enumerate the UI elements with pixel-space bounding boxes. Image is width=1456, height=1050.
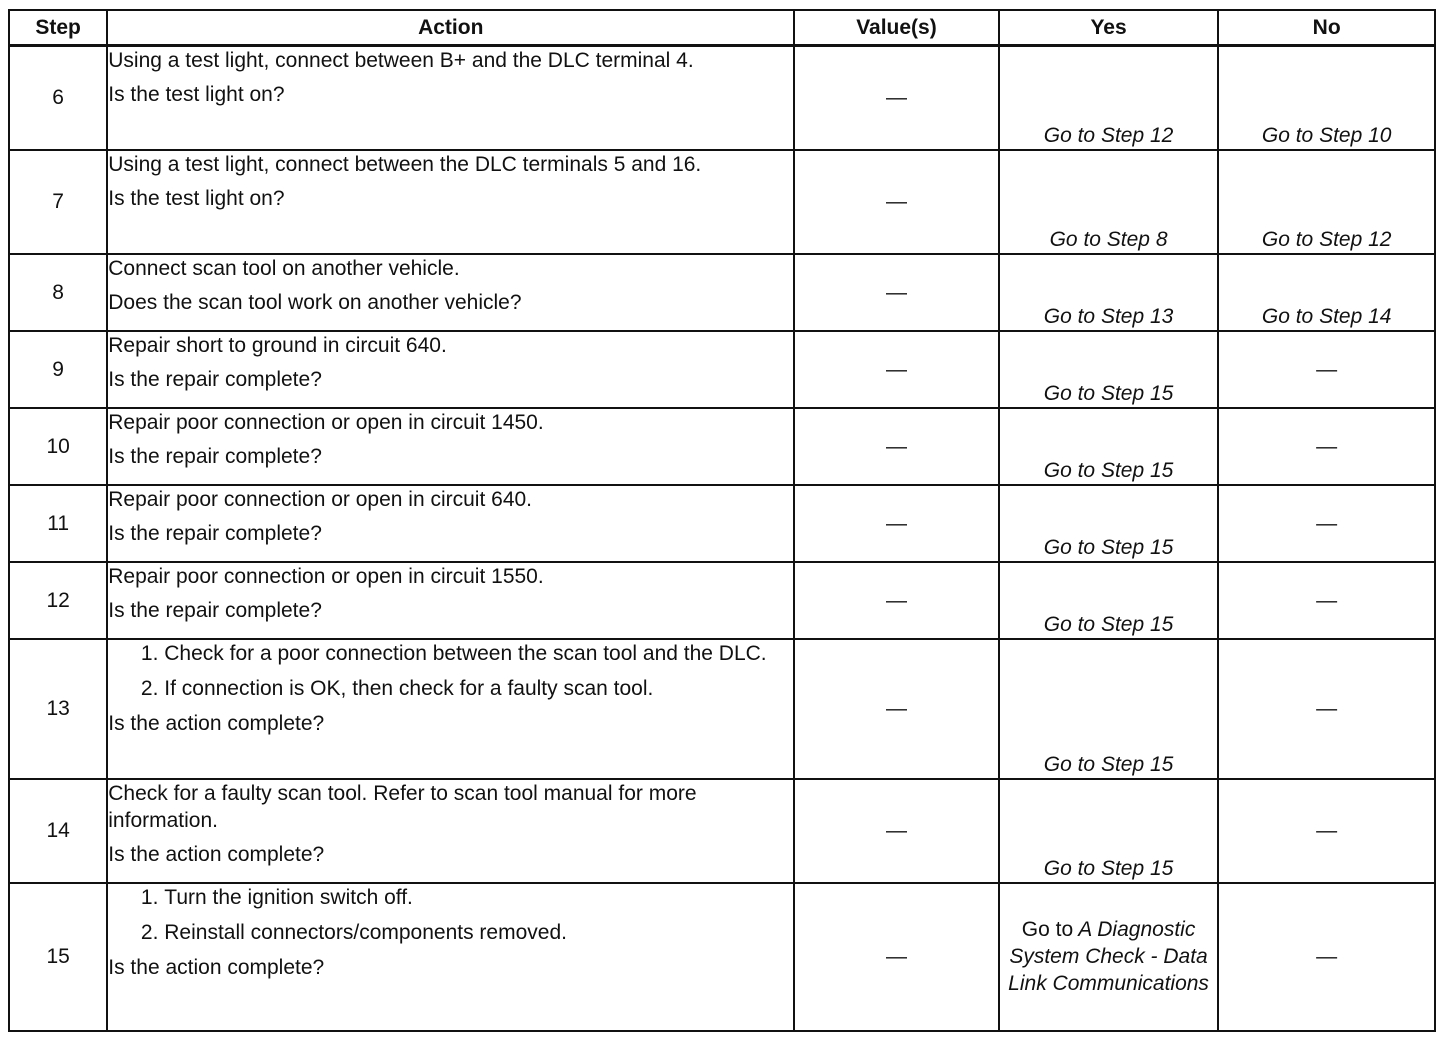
step-number: 13 xyxy=(9,639,107,779)
value-cell: — xyxy=(794,639,999,779)
step-number: 15 xyxy=(9,883,107,1031)
action-question: Is the test light on? xyxy=(108,83,285,106)
action-text: Check for a faulty scan tool. Refer to scan tool manual for more information. xyxy=(108,781,697,832)
step-number: 6 xyxy=(9,46,107,150)
step-number: 11 xyxy=(9,485,107,562)
value-cell: — xyxy=(794,254,999,331)
action-text: Repair poor connection or open in circuit 640. xyxy=(108,487,533,511)
yes-cell: Go to Step 15 xyxy=(999,779,1219,883)
action-cell xyxy=(107,562,794,639)
value-cell: — xyxy=(794,883,999,1031)
action-text: Repair short to ground in circuit 640. xyxy=(108,333,447,357)
header-yes: Yes xyxy=(999,10,1219,46)
table-row xyxy=(9,46,1435,150)
yes-cell: Go to Step 15 xyxy=(999,562,1219,639)
yes-cell: Go to Step 15 xyxy=(999,331,1219,408)
no-cell: — xyxy=(1218,562,1435,639)
table-row xyxy=(9,150,1435,254)
step-number: 9 xyxy=(9,331,107,408)
action-cell xyxy=(107,408,794,485)
action-cell xyxy=(107,485,794,562)
yes-go-to-target: A Diagnostic System Check - Data Link Communications xyxy=(1008,918,1209,995)
step-number: 7 xyxy=(9,150,107,254)
header-step: Step xyxy=(9,10,107,46)
value-cell: — xyxy=(794,408,999,485)
table-row xyxy=(9,485,1435,562)
yes-cell: Go to Step 15 xyxy=(999,485,1219,562)
step-number: 10 xyxy=(9,408,107,485)
action-question: Is the action complete? xyxy=(108,711,325,735)
yes-cell: Go to Step 12 xyxy=(999,46,1219,150)
action-question: Is the test light on? xyxy=(108,186,285,210)
diagnostic-table-page xyxy=(8,9,1436,1032)
no-cell: — xyxy=(1218,883,1435,1031)
action-question: Is the action complete? xyxy=(108,955,325,979)
action-cell xyxy=(107,46,794,150)
header-row xyxy=(9,10,1435,46)
header-action: Action xyxy=(107,10,794,46)
value-cell: — xyxy=(794,46,999,150)
action-question: Is the repair complete? xyxy=(108,598,322,622)
action-list-item: 1. Check for a poor connection between the scan tool and the DLC. xyxy=(164,640,793,667)
action-cell xyxy=(107,331,794,408)
table-row xyxy=(9,639,1435,779)
value-cell: — xyxy=(794,779,999,883)
yes-cell: Go to Step 8 xyxy=(999,150,1219,254)
header-values: Value(s) xyxy=(794,10,999,46)
yes-cell: Go to Step 15 xyxy=(999,408,1219,485)
table-row xyxy=(9,779,1435,883)
action-text: Using a test light, connect between B+ and the DLC terminal 4. xyxy=(108,49,694,72)
action-cell xyxy=(107,639,794,779)
action-step-list xyxy=(108,640,793,702)
action-question: Does the scan tool work on another vehicle? xyxy=(108,290,522,314)
step-number: 14 xyxy=(9,779,107,883)
action-list-item: 1. Turn the ignition switch off. xyxy=(164,884,793,911)
action-question: Is the action complete? xyxy=(108,842,325,866)
table-row xyxy=(9,883,1435,1031)
action-question: Is the repair complete? xyxy=(108,521,322,545)
no-cell: — xyxy=(1218,779,1435,883)
action-text: Using a test light, connect between the DLC terminals 5 and 16. xyxy=(108,152,702,176)
no-cell: Go to Step 10 xyxy=(1218,46,1435,150)
step-number: 12 xyxy=(9,562,107,639)
action-step-list xyxy=(108,884,793,946)
table-row xyxy=(9,254,1435,331)
diagnostic-step-table xyxy=(8,9,1436,1032)
table-row xyxy=(9,562,1435,639)
action-text: Repair poor connection or open in circuit 1450. xyxy=(108,410,544,434)
action-text: Connect scan tool on another vehicle. xyxy=(108,256,460,280)
action-list-item: 2. If connection is OK, then check for a faulty scan tool. xyxy=(164,675,793,702)
table-row xyxy=(9,331,1435,408)
no-cell: Go to Step 14 xyxy=(1218,254,1435,331)
no-cell: — xyxy=(1218,639,1435,779)
no-cell: Go to Step 12 xyxy=(1218,150,1435,254)
no-cell: — xyxy=(1218,408,1435,485)
action-cell xyxy=(107,150,794,254)
yes-go-to-prefix: Go to xyxy=(1021,918,1074,941)
action-text: Repair poor connection or open in circuit 1550. xyxy=(108,564,544,588)
action-question: Is the repair complete? xyxy=(108,444,322,468)
step-number: 8 xyxy=(9,254,107,331)
action-cell xyxy=(107,883,794,1031)
value-cell: — xyxy=(794,150,999,254)
value-cell: — xyxy=(794,485,999,562)
yes-cell: Go to Step 15 xyxy=(999,639,1219,779)
action-list-item: 2. Reinstall connectors/components removed. xyxy=(164,919,793,946)
value-cell: — xyxy=(794,331,999,408)
action-cell xyxy=(107,779,794,883)
header-no: No xyxy=(1218,10,1435,46)
value-cell: — xyxy=(794,562,999,639)
table-row xyxy=(9,408,1435,485)
no-cell: — xyxy=(1218,485,1435,562)
yes-cell: Go to Step 13 xyxy=(999,254,1219,331)
action-cell xyxy=(107,254,794,331)
no-cell: — xyxy=(1218,331,1435,408)
action-question: Is the repair complete? xyxy=(108,367,322,391)
yes-cell xyxy=(999,883,1219,1031)
